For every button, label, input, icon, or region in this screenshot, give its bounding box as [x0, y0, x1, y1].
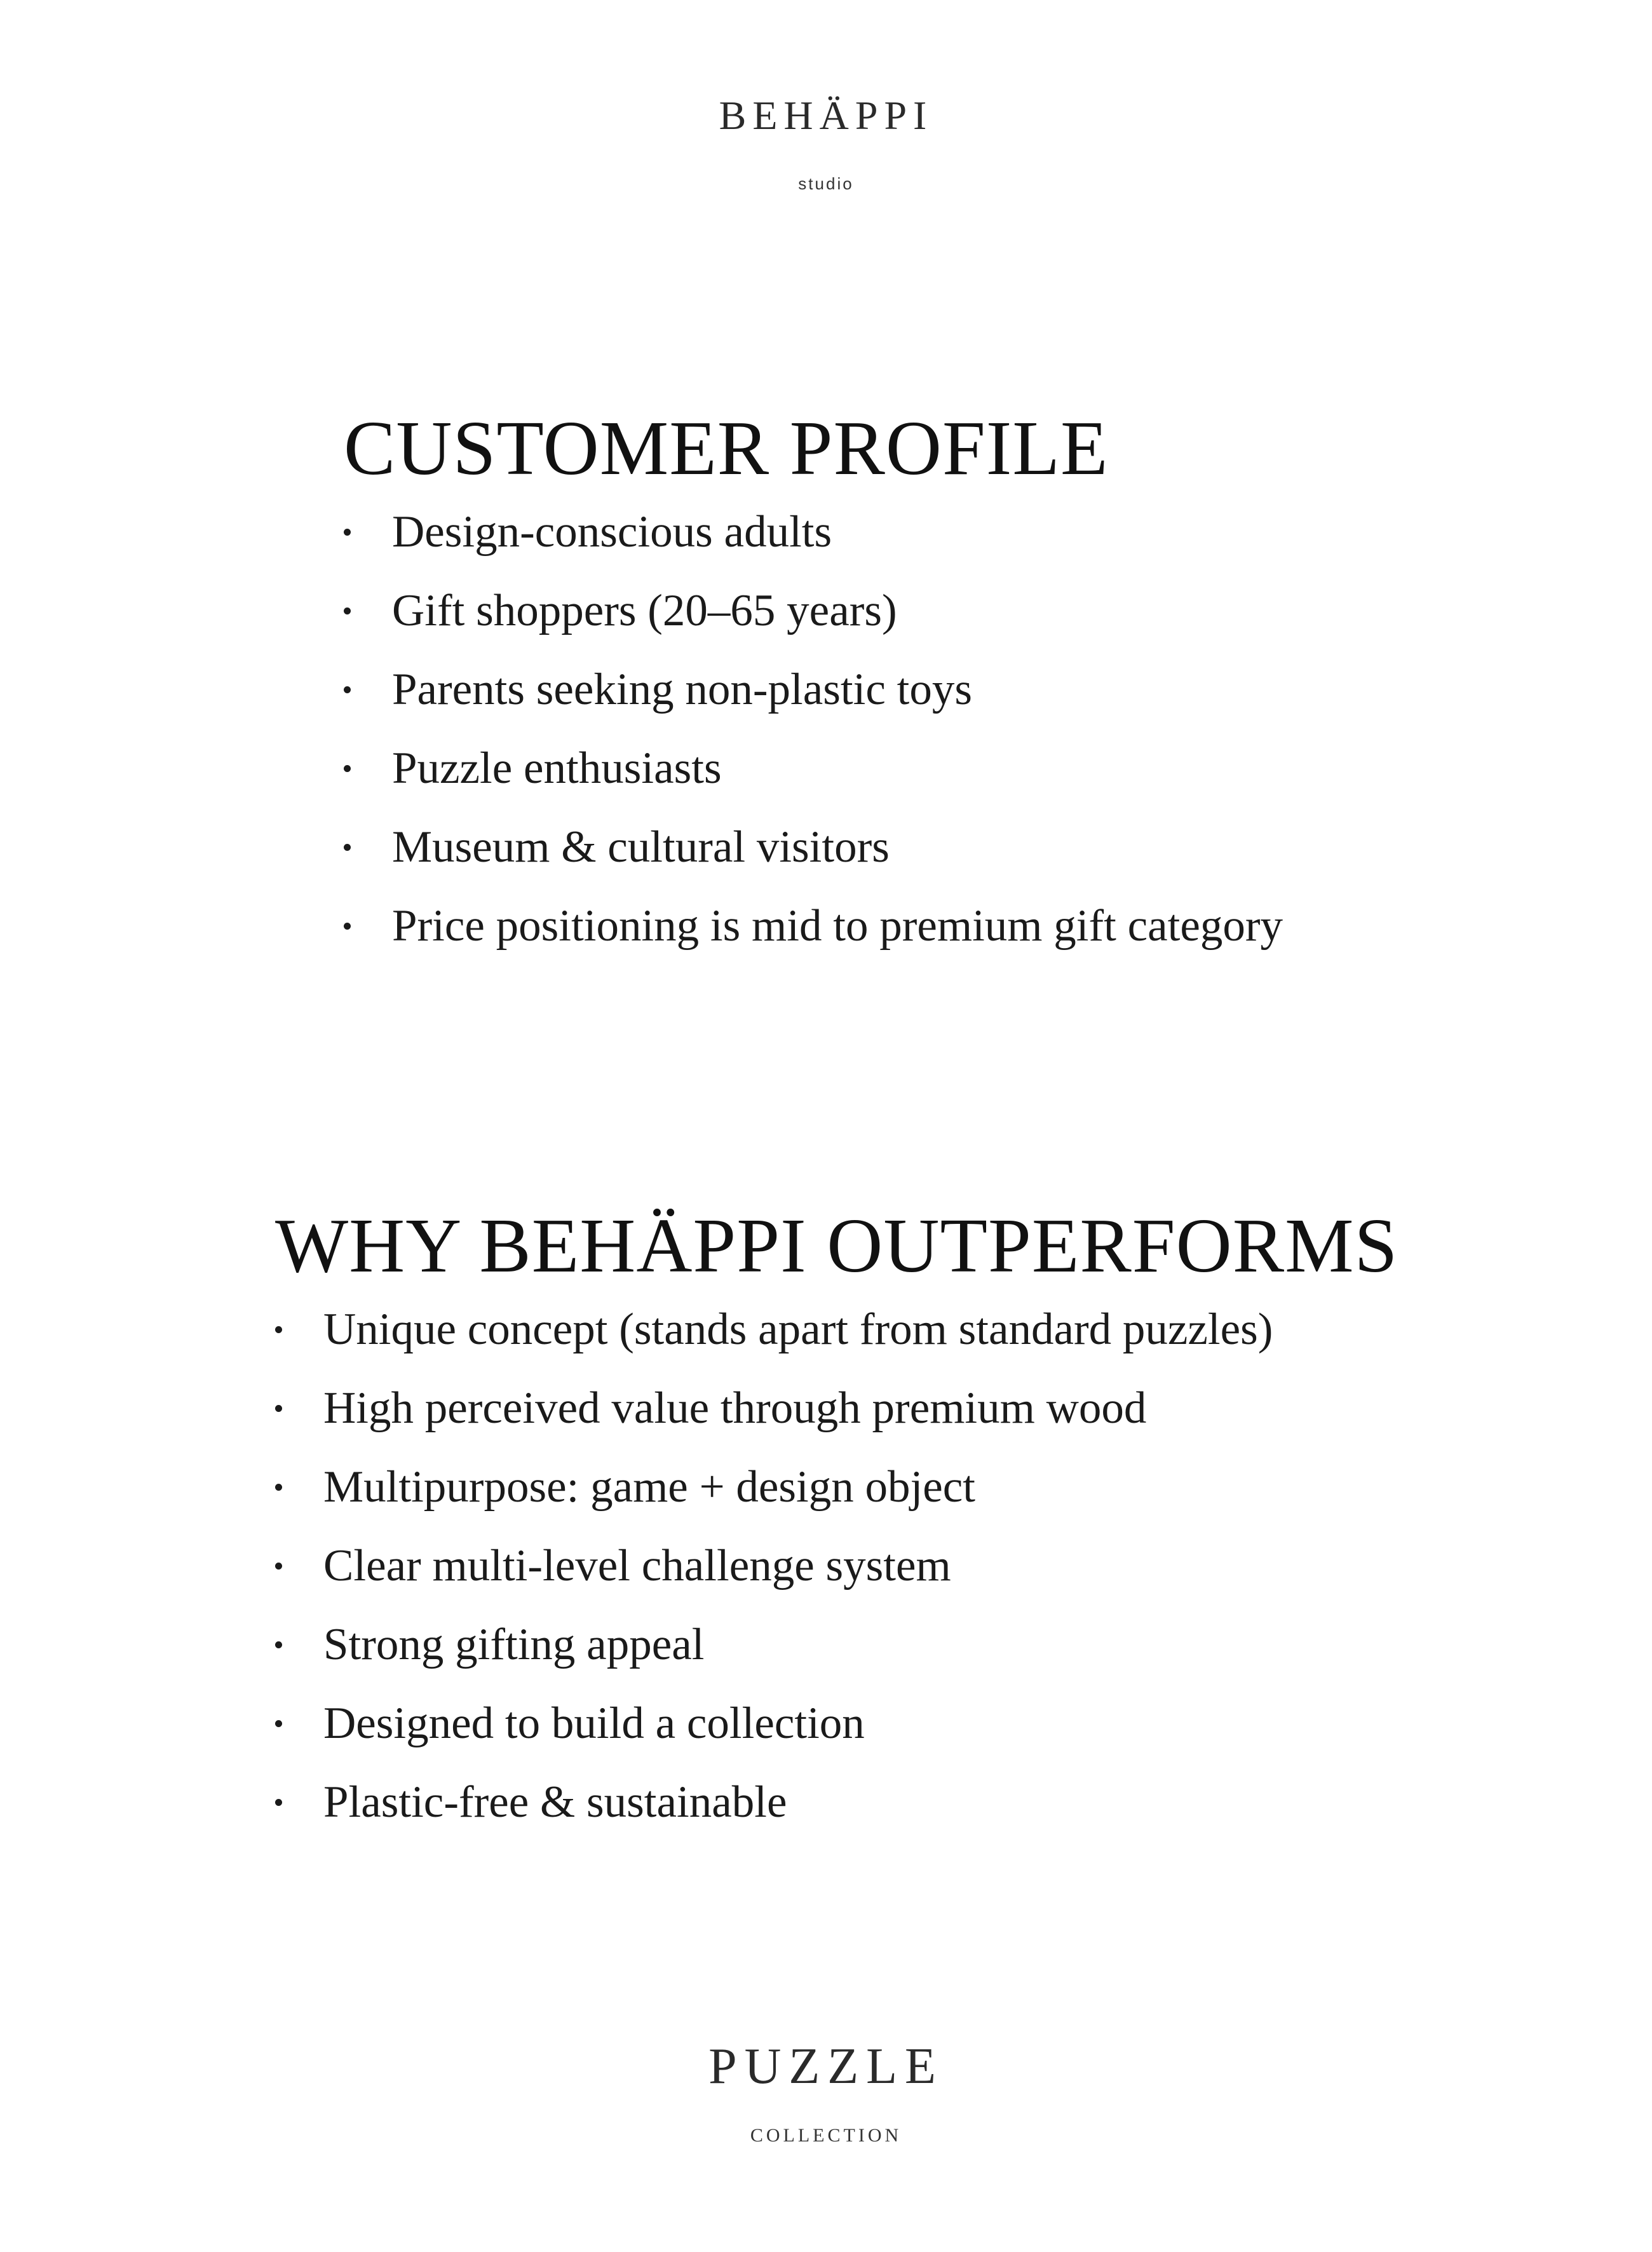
list-item	[344, 492, 1283, 571]
bullet-icon	[275, 1326, 282, 1333]
list-item-text: Multipurpose: game + design object	[323, 1462, 975, 1512]
list-item	[344, 729, 1283, 808]
footer-subtitle: COLLECTION	[750, 2125, 902, 2146]
list-item	[275, 1290, 1398, 1369]
bullet-icon	[344, 844, 351, 851]
list-item	[344, 571, 1283, 650]
list-item	[275, 1526, 1398, 1605]
why-outperforms-title: WHY BEHÄPPI OUTPERFORMS	[275, 1203, 1398, 1289]
list-item	[275, 1684, 1398, 1763]
list-item-text: Price positioning is mid to premium gift category	[392, 901, 1283, 951]
why-outperforms-list	[275, 1290, 1398, 1842]
customer-profile-title: CUSTOMER PROFILE	[344, 405, 1109, 491]
list-item	[344, 808, 1283, 886]
list-item-text: Design-conscious adults	[392, 507, 832, 557]
brand-name: BEHÄPPI	[719, 93, 933, 138]
bullet-icon	[275, 1799, 282, 1806]
list-item-text: Designed to build a collection	[323, 1699, 865, 1748]
customer-profile-section	[344, 405, 1283, 965]
bullet-icon	[275, 1484, 282, 1491]
list-item-text: Museum & cultural visitors	[392, 822, 890, 872]
bullet-icon	[344, 529, 351, 536]
bullet-icon	[344, 923, 351, 930]
list-item-text: Gift shoppers (20–65 years)	[392, 586, 897, 635]
bullet-icon	[275, 1720, 282, 1727]
list-item	[344, 650, 1283, 729]
list-item-text: Clear multi-level challenge system	[323, 1541, 951, 1591]
list-item-text: Strong gifting appeal	[323, 1620, 705, 1669]
list-item-text: Puzzle enthusiasts	[392, 743, 722, 793]
why-outperforms-section	[275, 1203, 1398, 1842]
list-item-text: Unique concept (stands apart from standard puzzles)	[323, 1305, 1273, 1354]
bullet-icon	[275, 1641, 282, 1648]
bullet-icon	[344, 607, 351, 614]
bullet-icon	[344, 765, 351, 772]
list-item-text: High perceived value through premium wood	[323, 1383, 1147, 1433]
list-item	[275, 1369, 1398, 1448]
brand-subtitle: studio	[798, 174, 854, 193]
footer-title: PUZZLE	[708, 2038, 944, 2094]
list-item-text: Parents seeking non-plastic toys	[392, 665, 972, 714]
bullet-icon	[275, 1563, 282, 1570]
collection-footer	[0, 2038, 1652, 2147]
list-item	[275, 1605, 1398, 1684]
list-item-text: Plastic-free & sustainable	[323, 1777, 787, 1827]
list-item	[275, 1448, 1398, 1526]
customer-profile-list	[344, 492, 1283, 965]
list-item	[275, 1763, 1398, 1842]
list-item	[344, 886, 1283, 965]
brand-header	[0, 95, 1652, 194]
bullet-icon	[275, 1405, 282, 1412]
bullet-icon	[344, 686, 351, 693]
